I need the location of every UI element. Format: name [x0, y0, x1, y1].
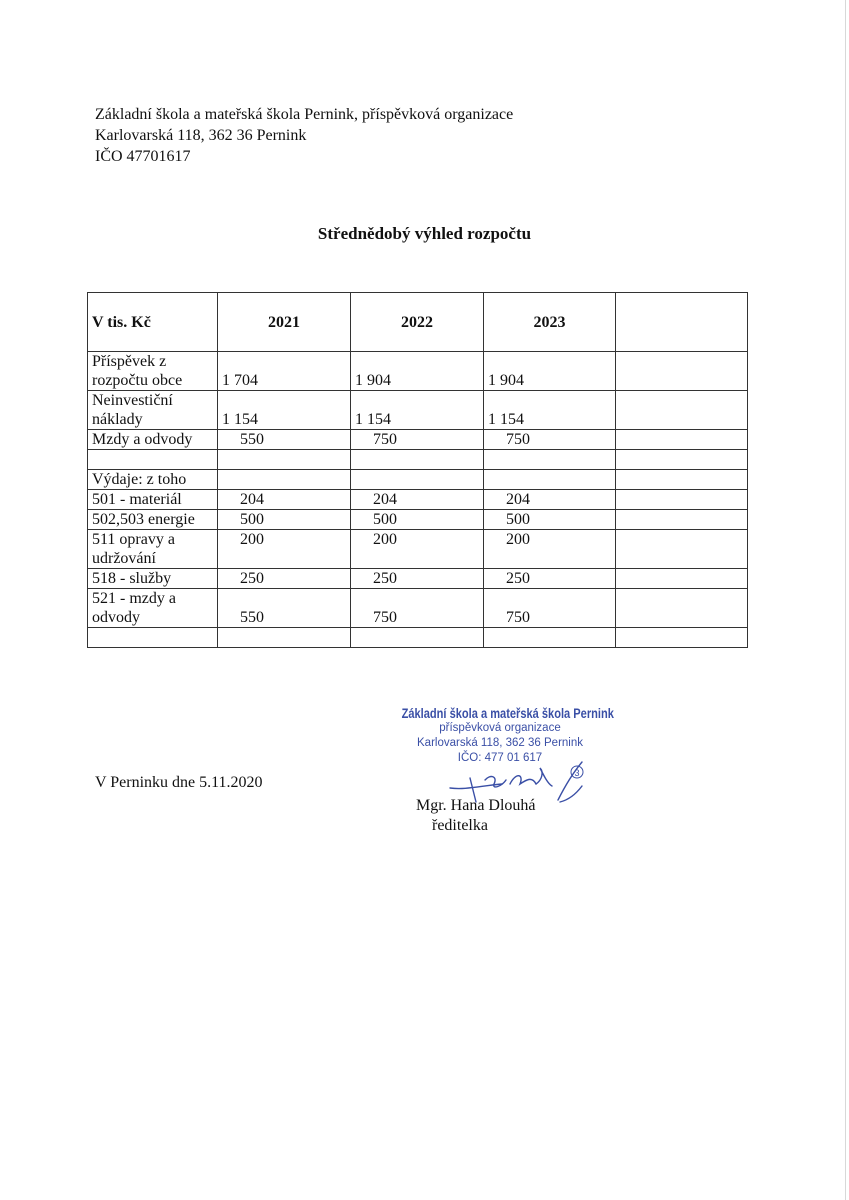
signer-block: [416, 796, 536, 836]
value-cell: [351, 450, 484, 470]
row-label-line: 518 - služby: [92, 570, 172, 587]
row-label: [88, 628, 218, 648]
value-cell: 750: [351, 430, 484, 450]
budget-table: [87, 292, 748, 648]
value-cell: [218, 470, 351, 490]
row-label: [88, 530, 218, 569]
value-cell: [351, 628, 484, 648]
row-label: [88, 490, 218, 510]
value-cell: 550: [218, 430, 351, 450]
table-header-cell: [616, 293, 748, 352]
value-cell: 200: [484, 530, 616, 569]
empty-cell: [616, 490, 748, 510]
table-header-cell: 2021: [218, 293, 351, 352]
table-header-cell: 2023: [484, 293, 616, 352]
stamp-line-name: Základní škola a mateřská škola Pernink: [401, 706, 614, 721]
row-label-line: Neinvestiční: [92, 392, 173, 409]
row-label-line: 502,503 energie: [92, 511, 195, 528]
organization-ico: IČO 47701617: [95, 148, 191, 165]
row-label-line: Příspěvek z: [92, 353, 167, 370]
signer-name: Mgr. Hana Dlouhá: [416, 797, 536, 814]
organization-name: Základní škola a mateřská škola Pernink, příspěvková organizace: [95, 106, 514, 123]
value-cell: 1 904: [484, 352, 616, 391]
stamp-line-address: Karlovarská 118, 362 36 Pernink: [417, 737, 583, 749]
value-cell: 204: [218, 490, 351, 510]
value-cell: 750: [484, 430, 616, 450]
value-cell: 204: [351, 490, 484, 510]
value-cell: 204: [484, 490, 616, 510]
table-header-cell: V tis. Kč: [88, 293, 218, 352]
row-label-line: [92, 450, 213, 469]
table-row: [88, 530, 748, 569]
row-label: [88, 391, 218, 430]
value-cell: [218, 628, 351, 648]
value-cell: [484, 628, 616, 648]
row-label: [88, 510, 218, 530]
value-cell: 250: [351, 569, 484, 589]
table-row: [88, 450, 748, 470]
row-label-line: Mzdy a odvody: [92, 431, 193, 448]
stamp-line-type: příspěvková organizace: [439, 722, 561, 734]
value-cell: 1 154: [218, 391, 351, 430]
value-cell: 250: [484, 569, 616, 589]
value-cell: 1 154: [351, 391, 484, 430]
value-cell: 750: [351, 589, 484, 628]
row-label-line: rozpočtu obce: [92, 372, 183, 389]
table-row: [88, 569, 748, 589]
table-row: [88, 628, 748, 648]
value-cell: 500: [484, 510, 616, 530]
value-cell: 1 904: [351, 352, 484, 391]
row-label: [88, 569, 218, 589]
value-cell: 550: [218, 589, 351, 628]
table-row: [88, 510, 748, 530]
row-label: [88, 450, 218, 470]
value-cell: 1 704: [218, 352, 351, 391]
table-row: [88, 352, 748, 391]
row-label-line: Výdaje: z toho: [92, 471, 187, 488]
page-edge: [845, 0, 846, 1200]
row-label: [88, 352, 218, 391]
organization-address: Karlovarská 118, 362 36 Pernink: [95, 127, 307, 144]
empty-cell: [616, 589, 748, 628]
table-header-row: [88, 293, 748, 352]
empty-cell: [616, 352, 748, 391]
empty-cell: [616, 430, 748, 450]
empty-cell: [616, 530, 748, 569]
table-row: [88, 470, 748, 490]
stamp-number: 3: [574, 768, 580, 778]
table-header-cell: 2022: [351, 293, 484, 352]
signer-role: ředitelka: [432, 817, 488, 834]
value-cell: 750: [484, 589, 616, 628]
value-cell: [351, 470, 484, 490]
value-cell: 200: [351, 530, 484, 569]
empty-cell: [616, 569, 748, 589]
table-row: [88, 391, 748, 430]
document-title: Střednědobý výhled rozpočtu: [317, 224, 532, 243]
value-cell: 200: [218, 530, 351, 569]
table-row: [88, 490, 748, 510]
organization-header: [95, 104, 513, 167]
value-cell: 500: [218, 510, 351, 530]
place-date: V Perninku dne 5.11.2020: [95, 774, 263, 791]
value-cell: [484, 450, 616, 470]
value-cell: 250: [218, 569, 351, 589]
empty-cell: [616, 470, 748, 490]
value-cell: 500: [351, 510, 484, 530]
empty-cell: [616, 628, 748, 648]
value-cell: [484, 470, 616, 490]
row-label: [88, 589, 218, 628]
row-label-line: 501 - materiál: [92, 491, 182, 508]
row-label-line: odvody: [92, 609, 140, 626]
row-label-line: [92, 628, 213, 647]
row-label: [88, 430, 218, 450]
value-cell: [218, 450, 351, 470]
empty-cell: [616, 510, 748, 530]
table-row: [88, 589, 748, 628]
empty-cell: [616, 391, 748, 430]
stamp-line-ico: IČO: 477 01 617: [457, 752, 543, 764]
row-label-line: 521 - mzdy a: [92, 590, 176, 607]
empty-cell: [616, 450, 748, 470]
row-label-line: náklady: [92, 411, 143, 428]
value-cell: 1 154: [484, 391, 616, 430]
row-label-line: 511 opravy a: [92, 531, 175, 548]
table-row: [88, 430, 748, 450]
row-label-line: udržování: [92, 550, 156, 567]
row-label: [88, 470, 218, 490]
